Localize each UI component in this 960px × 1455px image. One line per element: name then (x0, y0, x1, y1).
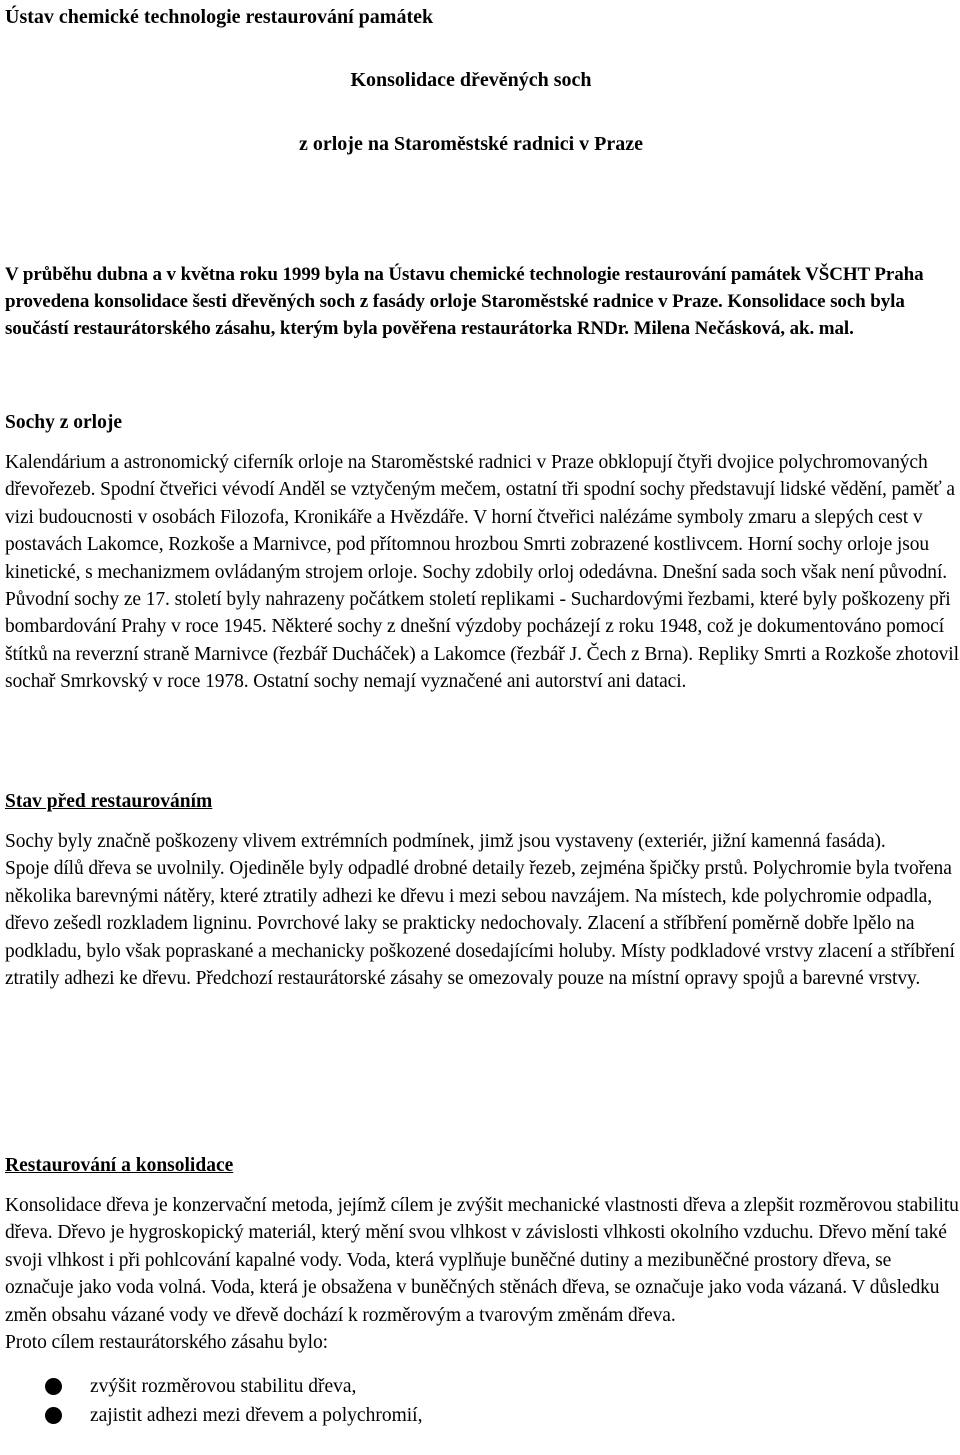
list-item (45, 1372, 422, 1401)
heading-restaurovani: Restaurování a konsolidace (5, 1155, 234, 1176)
bullet-icon (45, 1407, 62, 1424)
list-item-text: zvýšit rozměrovou stabilitu dřeva, (90, 1376, 357, 1397)
list-item (45, 1401, 422, 1430)
goals-list (45, 1372, 422, 1430)
bullet-icon (45, 1378, 62, 1395)
heading-stav: Stav před restaurováním (5, 791, 213, 812)
list-item-text: zajistit adhezi mezi dřevem a polychromií, (90, 1405, 423, 1426)
institute-name: Ústav chemické technologie restaurování památek (5, 6, 434, 28)
document-title: Konsolidace dřevěných soch (350, 69, 592, 91)
heading-sochy: Sochy z orloje (5, 412, 122, 433)
paragraph-sochy: Kalendárium a astronomický ciferník orloje na Staroměstské radnici v Praze obklopují čtyři dvojice polychromovaných dřevořezeb. Spodní čtveřici vévodí Anděl se vztyčeným mečem, ostatní tři spodní sochy představují lidské vědění, paměť a vizi budoucnosti v osobách Filozofa, Kronikáře a Hvězdáře. V horní čtveřici nalézáme symboly zmaru a slepých cest v postavách Lakomce, Rozkoše a Marnivce, pod přítomnou hrozbou Smrti zobrazené kostlivcem. Horní sochy orloje jsou kinetické, s mechanizmem ovládaným strojem orloje. Sochy zdobily orloj odedávna. Dnešní sada soch však není původní. Původní sochy ze 17. století byly nahrazeny počátkem století replikami - Suchardovými řezbami, které byly poškozeny při bombardování Prahy v roce 1945. Některé sochy z dnešní výzdoby pocházejí z roku 1948, což je dokumentováno pomocí štítků na reverzní straně Marnivce (řezbář Ducháček) a Lakomce (řezbář J. Čech z Brna). Repliky Smrti a Rozkoše zhotovil sochař Smrkovský v roce 1978. Ostatní sochy nemají vyznačené ani autorství ani dataci. (5, 452, 959, 693)
paragraph-stav: Sochy byly značně poškozeny vlivem extrémních podmínek, jimž jsou vystaveny (exteriér, jižní kamenná fasáda). Spoje dílů dřeva se uvolnily. Ojediněle byly odpadlé drobné detaily řezeb, zejména špičky prstů. Polychromie byla tvořena několika barevnými nátěry, které ztratily adhezi ke dřevu i mezi sebou navzájem. Na místech, kde polychromie odpadla, dřevo zešedl rozkladem ligninu. Povrchové laky se prakticky nedochovaly. Zlacení a stříbření poměrně dobře lpělo na podkladu, bylo však popraskané a mechanicky poškozené dosedajícími holuby. Místy podkladové vrstvy zlacení a stříbření ztratily adhezi ke dřevu. Předchozí restaurátorské zásahy se omezovaly pouze na místní opravy spojů a barevné vrstvy. (5, 831, 955, 990)
paragraph-restaurovani: Konsolidace dřeva je konzervační metoda, jejímž cílem je zvýšit mechanické vlastnosti dřeva a zlepšit rozměrovou stabilitu dřeva. Dřevo je hygroskopický materiál, který mění svou vlhkost v závislosti vlhkosti okolního vzduchu. Dřevo mění také svoji vlhkost i při pohlcování kapalné vody. Voda, která vyplňuje buněčné dutiny a mezibuněčné prostory dřeva, se označuje jako voda volná. Voda, která je obsažena v buněčných stěnách dřeva, se označuje jako voda vázaná. V důsledku změn obsahu vázané vody ve dřevě dochází k rozměrovým a tvarovým změnám dřeva. Proto cílem restaurátorského zásahu bylo: (5, 1195, 959, 1354)
document-subtitle: z orloje na Staroměstské radnici v Praze (299, 133, 643, 155)
intro-paragraph: V průběhu dubna a v května roku 1999 byla na Ústavu chemické technologie restaurování památek VŠCHT Praha provedena konsolidace šesti dřevěných soch z fasády orloje Staroměstské radnice v Praze. Konsolidace soch byla součástí restaurátorského zásahu, kterým byla pověřena restaurátorka RNDr. Milena Nečásková, ak. mal. (5, 264, 924, 339)
